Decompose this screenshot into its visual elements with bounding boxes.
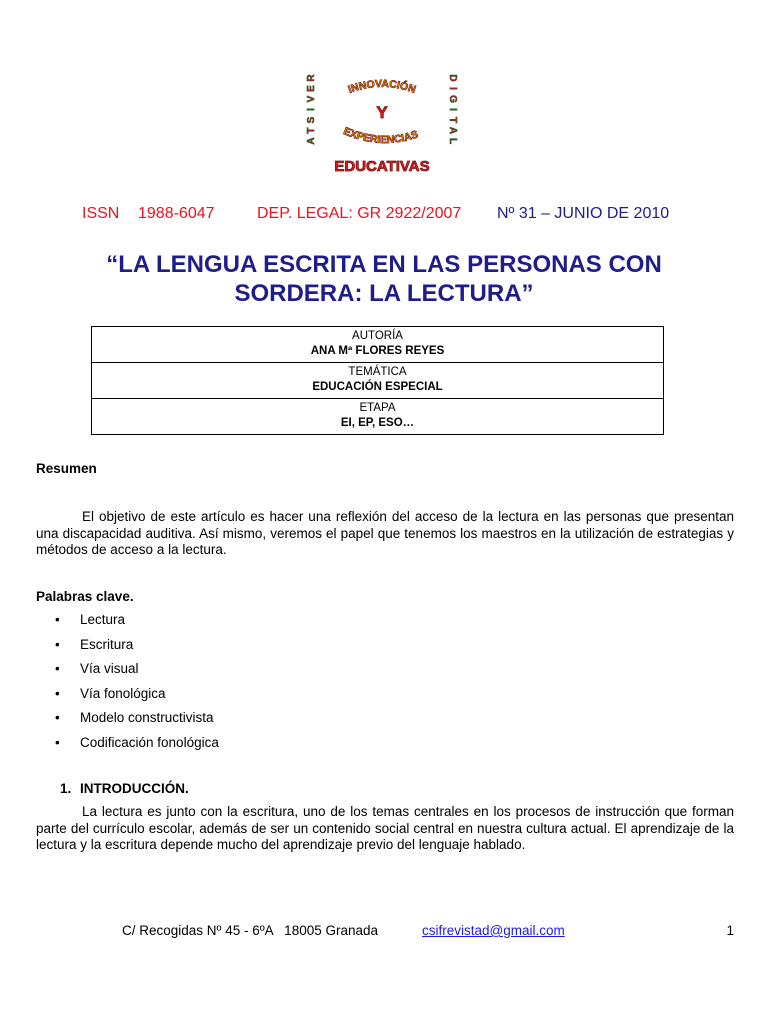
topic-label: TEMÁTICA xyxy=(348,366,407,378)
keywords-list xyxy=(55,611,219,758)
logo-pillar-letter: A xyxy=(306,137,317,145)
table-row xyxy=(92,399,664,435)
bullet-icon: • xyxy=(55,685,60,701)
bullet-icon: • xyxy=(55,734,60,750)
issn-label: ISSN xyxy=(82,205,120,222)
bullet-icon: • xyxy=(55,661,60,676)
logo-pillar-letter: V xyxy=(306,95,317,103)
logo-pillar-letter: T xyxy=(306,127,317,134)
magazine-logo xyxy=(298,72,466,178)
dep-legal: DEP. LEGAL: GR 2922/2007 xyxy=(257,205,462,222)
logo-pillar-letter: R xyxy=(306,74,317,82)
article-title: “LA LENGUA ESCRITA EN LAS PERSONAS CON SORDERA: LA LECTURA” xyxy=(106,251,662,307)
stage-label: ETAPA xyxy=(359,402,396,414)
footer-address: C/ Recogidas Nº 45 - 6ºA 18005 Granada xyxy=(122,923,379,938)
bullet-icon: • xyxy=(55,636,60,652)
keyword: Escritura xyxy=(80,636,134,652)
keywords-heading: Palabras clave. xyxy=(36,589,134,604)
table-row xyxy=(92,327,664,363)
section-title: INTRODUCCIÓN. xyxy=(80,781,189,796)
issue-number: Nº 31 – JUNIO DE 2010 xyxy=(497,205,670,222)
logo-center-text: Y xyxy=(376,103,388,122)
introduction-text: La lectura es junto con la escritura, uno de los temas centrales en los procesos de instrucción que forman parte del currículo escolar, además de ser un contenido social central en nuestra cultura actual. El aprendizaje de la lectura y la escritura depende mucho del aprendizaje previo del lenguaje hablado. xyxy=(36,804,734,852)
logo-arc-text: INNOVACIÓN xyxy=(346,77,418,96)
list-item xyxy=(55,685,219,710)
article-info-table xyxy=(91,326,664,435)
section-number: 1. xyxy=(60,781,72,796)
logo-bottom-arc-text: EXPERIENCIAS xyxy=(341,125,420,147)
keyword: Vía fonológica xyxy=(80,685,166,701)
summary-text: El objetivo de este artículo es hacer una reflexión del acceso de la lectura en las personas que presentan una discapacidad auditiva. Así mismo, veremos el papel que tenemos los maestros en la utilización de estrategias y métodos de acceso a la lectura. xyxy=(36,509,734,557)
logo-pillar-letter: I xyxy=(447,87,458,90)
topic-value: EDUCACIÓN ESPECIAL xyxy=(312,381,443,393)
introduction-heading xyxy=(60,781,189,796)
summary-heading: Resumen xyxy=(36,461,97,476)
list-item xyxy=(55,611,219,636)
logo-pillar-letter: I xyxy=(306,108,317,111)
author-label: AUTORÍA xyxy=(352,330,403,342)
footer-email-link[interactable]: csifrevistad@gmail.com xyxy=(422,923,565,938)
list-item xyxy=(55,734,219,759)
issn-value: 1988-6047 xyxy=(138,205,215,222)
logo-pillar-letter: D xyxy=(447,74,458,82)
logo-pillar-letter: A xyxy=(447,126,458,135)
list-item xyxy=(55,660,219,685)
logo-pillar-letter: I xyxy=(447,108,458,111)
stage-value: EI, EP, ESO… xyxy=(340,417,415,429)
keyword: Codificación fonológica xyxy=(80,734,219,750)
table-row xyxy=(92,363,664,399)
logo-pillar-letter: L xyxy=(447,137,458,145)
logo-pillar-letter: S xyxy=(306,116,317,124)
bullet-icon: • xyxy=(55,710,60,725)
logo-pillar-letter: T xyxy=(447,116,458,124)
keyword: Modelo constructivista xyxy=(80,710,214,725)
list-item xyxy=(55,709,219,734)
logo-right-pillar xyxy=(447,74,458,144)
logo-banner-text: EDUCATIVAS xyxy=(334,158,430,175)
author-value: ANA Mª FLORES REYES xyxy=(310,345,445,357)
logo-pillar-letter: E xyxy=(306,85,317,92)
keyword: Vía visual xyxy=(80,661,139,676)
list-item xyxy=(55,636,219,661)
logo-left-pillar xyxy=(306,74,317,145)
bullet-icon: • xyxy=(55,612,60,627)
keyword: Lectura xyxy=(80,612,126,627)
logo-pillar-letter: G xyxy=(447,95,458,103)
page-number: 1 xyxy=(726,923,734,938)
